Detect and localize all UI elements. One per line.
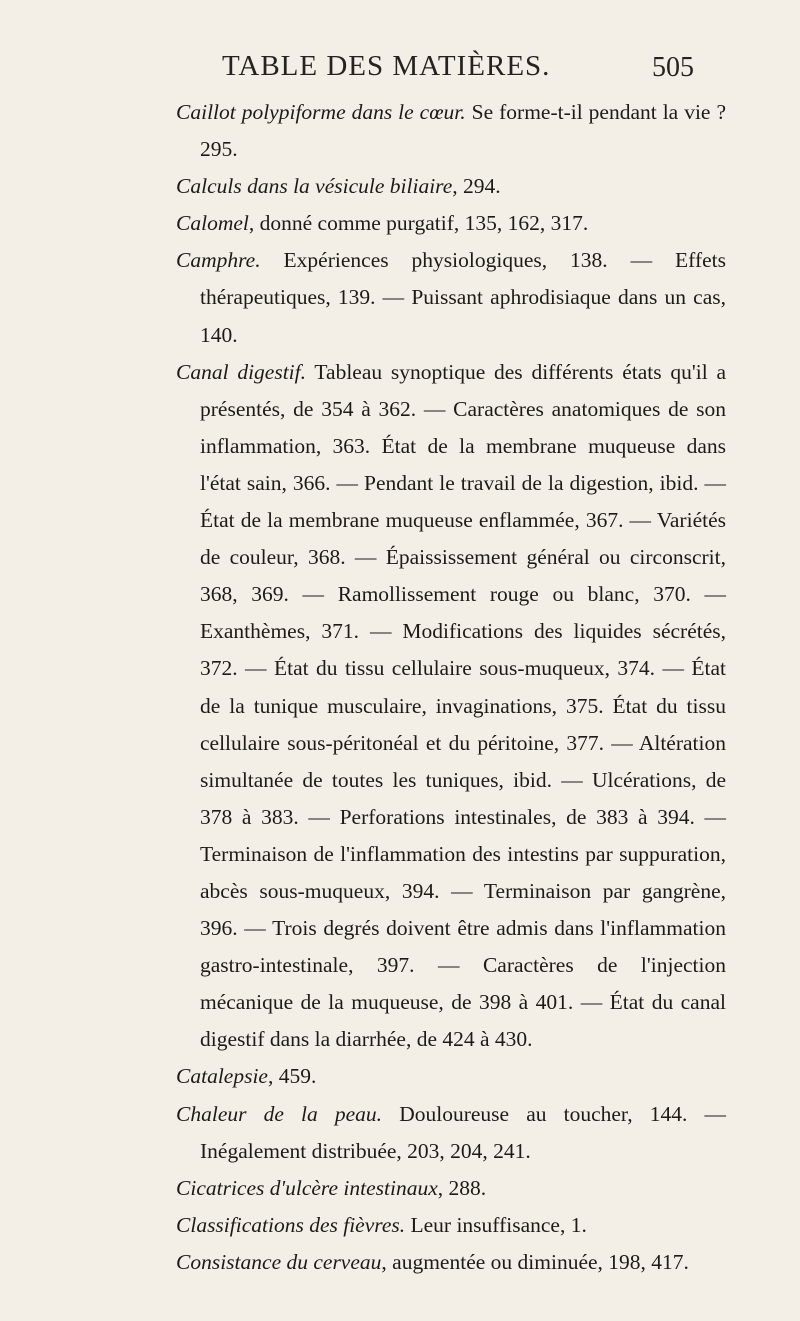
- entry-term: Classifications des fièvres.: [176, 1212, 406, 1237]
- entry-term: Catalepsie: [176, 1064, 268, 1089]
- index-entry: [176, 1170, 726, 1207]
- entry-term: Camphre.: [176, 248, 261, 273]
- entry-text: Tableau synoptique des différents états qu'il a présentés, de 354 à 362. — Caractères anatomiques de son inflammation, 363. État de la membrane muqueuse dans l'état sain, 366. — Pendant le travail de la digestion, ibid. — État de la membrane muqueuse enflammée, 367. — Variétés de couleur, 368. — Épaississement général ou circonscrit, 368, 369. — Ramollissement rouge ou blanc, 370. — Exanthèmes, 371. — Modifications des liquides sécrétés, 372. — État du tissu cellulaire sous-muqueux, 374. — État de la tunique musculaire, invaginations, 375. État du tissu cellulaire sous-péritonéal et du péritoine, 377. — Altération simultanée de toutes les tuniques, ibid. — Ulcérations, de 378 à 383. — Perforations intestinales, de 383 à 394. — Terminaison de l'inflammation des intestins par suppuration, abcès sous-muqueux, 394. — Terminaison par gangrène, 396. — Trois degrés doivent être admis dans l'inflammation gastro-intestinale, 397. — Caractères de l'injection mécanique de la muqueuse, de 398 à 401. — État du canal digestif dans la diarrhée, de 424 à 430.: [200, 359, 726, 1052]
- entry-text: Douloureuse au toucher, 144. — Inégalement distribuée, 203, 204, 241.: [200, 1101, 726, 1163]
- page-number: 505: [652, 52, 694, 83]
- entry-term: Caillot polypiforme dans le cœur.: [176, 100, 466, 124]
- entry-term: Cicatrices d'ulcère intestinaux: [176, 1175, 438, 1200]
- index-entry: [176, 168, 726, 205]
- running-header: [0, 50, 800, 90]
- entry-term: Consistance du cerveau: [176, 1249, 382, 1274]
- entry-text: , augmentée ou diminuée, 198, 417.: [381, 1249, 689, 1274]
- index-entry: [176, 94, 726, 168]
- index-entry: [176, 1244, 726, 1281]
- entry-text: , donné comme purgatif, 135, 162, 317.: [248, 211, 589, 236]
- entry-term: Calculs dans la vésicule biliaire: [176, 174, 453, 199]
- header-title: TABLE DES MATIÈRES.: [222, 50, 551, 82]
- entry-text: , 294.: [452, 174, 501, 199]
- index-entry: [176, 1207, 726, 1244]
- index-entry: [176, 1096, 726, 1170]
- index-entries: [176, 94, 726, 1281]
- entry-term: Calomel: [176, 211, 249, 236]
- entry-term: Canal digestif.: [176, 359, 307, 384]
- entry-text: , 288.: [437, 1175, 487, 1200]
- entry-term: Chaleur de la peau.: [176, 1101, 383, 1126]
- entry-text: Leur insuffisance, 1.: [405, 1212, 587, 1237]
- entry-text: Expériences physiologiques, 138. — Effets thérapeutiques, 139. — Puissant aphrodisiaque dans un cas, 140.: [200, 248, 726, 347]
- index-entry: [176, 205, 726, 242]
- index-entry: [176, 1058, 726, 1095]
- entry-text: Se forme-t-il pendant la vie ? 295.: [200, 100, 726, 162]
- index-entry: [176, 354, 726, 1059]
- entry-text: , 459.: [267, 1064, 317, 1089]
- index-entry: [176, 242, 726, 353]
